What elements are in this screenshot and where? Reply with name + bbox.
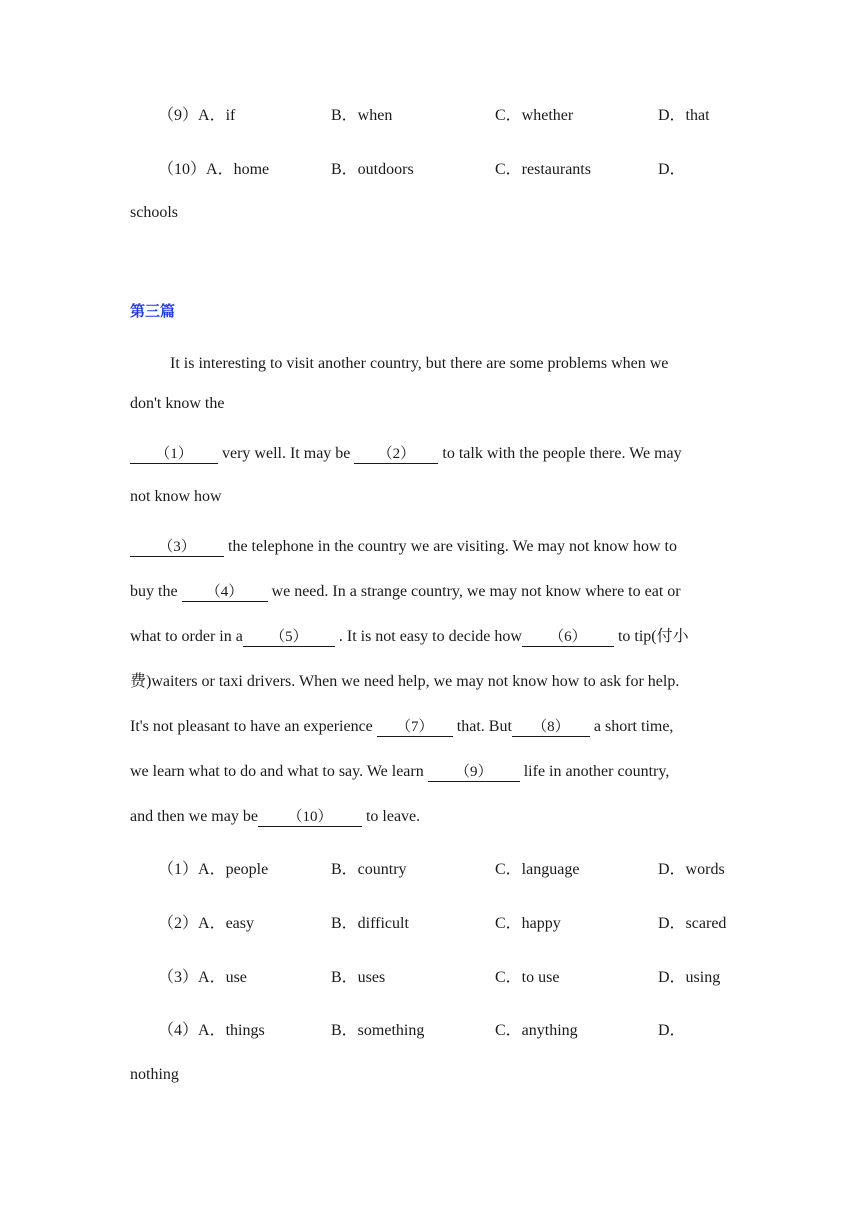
passage-line: we learn what to do and what to say. We learn （9） life in another country, — [130, 763, 670, 780]
passage-line: don't know the — [130, 395, 225, 412]
question-number: （4） — [158, 1022, 199, 1039]
option-row-4 — [158, 1021, 265, 1041]
option-d: D． — [658, 161, 686, 178]
passage-line: not know how — [130, 488, 222, 505]
option-c: C．language — [495, 861, 580, 878]
option-row-1 — [158, 860, 268, 880]
question-number: （9） — [158, 107, 199, 124]
passage-line: buy the （4） we need. In a strange country, we may not know where to eat or — [130, 583, 681, 600]
option-c: C．restaurants — [495, 161, 591, 178]
option-a: A．if — [198, 107, 236, 124]
option-b: B．uses — [331, 969, 386, 986]
option-c: C．whether — [495, 107, 574, 124]
option-d: D．words — [658, 861, 725, 878]
option-d: D．using — [658, 969, 721, 986]
passage-line: 费)waiters or taxi drivers. When we need help, we may not know how to ask for help. — [130, 673, 680, 690]
option-b: B．something — [331, 1022, 425, 1039]
blank-8[interactable]: （8） — [512, 718, 590, 737]
blank-1[interactable]: （1） — [130, 445, 218, 464]
passage-line: It is interesting to visit another country, but there are some problems when we — [170, 355, 669, 372]
option-b: B．outdoors — [331, 161, 414, 178]
option-d-continued: nothing — [130, 1066, 179, 1083]
blank-9[interactable]: （9） — [428, 763, 520, 782]
question-number: （10） — [158, 161, 207, 178]
option-b: B．difficult — [331, 915, 409, 932]
option-c: C．happy — [495, 915, 561, 932]
blank-7[interactable]: （7） — [377, 718, 453, 737]
option-row-2 — [158, 914, 254, 934]
blank-5[interactable]: （5） — [243, 628, 335, 647]
passage-line: what to order in a （5） . It is not easy to decide how （6） to tip(付小 — [130, 628, 689, 645]
option-row-3 — [158, 968, 247, 988]
question-number: （1） — [158, 861, 199, 878]
blank-4[interactable]: （4） — [182, 583, 268, 602]
option-b: B．when — [331, 107, 393, 124]
option-a: A．people — [198, 861, 269, 878]
section-title: 第三篇 — [130, 302, 176, 320]
option-row-9 — [158, 106, 235, 126]
option-d: D．scared — [658, 915, 727, 932]
option-d-continued: schools — [130, 204, 178, 221]
option-d: D． — [658, 1022, 686, 1039]
blank-3[interactable]: （3） — [130, 538, 224, 557]
question-number: （3） — [158, 969, 199, 986]
blank-6[interactable]: （6） — [522, 628, 614, 647]
passage-line: （3） the telephone in the country we are visiting. We may not know how to — [130, 537, 677, 557]
option-a: A．use — [198, 969, 247, 986]
option-a: A．easy — [198, 915, 255, 932]
option-c: C．anything — [495, 1022, 578, 1039]
passage-line: （1） very well. It may be （2） to talk with the people there. We may — [130, 444, 682, 464]
option-c: C．to use — [495, 969, 560, 986]
option-b: B．country — [331, 861, 407, 878]
blank-2[interactable]: （2） — [354, 445, 438, 464]
question-number: （2） — [158, 915, 199, 932]
option-a: A．things — [198, 1022, 265, 1039]
blank-10[interactable]: （10） — [258, 808, 362, 827]
option-row-10 — [158, 160, 269, 180]
option-d: D．that — [658, 107, 710, 124]
passage-line: and then we may be （10） to leave. — [130, 808, 421, 825]
option-a: A．home — [206, 161, 270, 178]
passage-line: It's not pleasant to have an experience （7） that. But （8） a short time, — [130, 718, 674, 735]
